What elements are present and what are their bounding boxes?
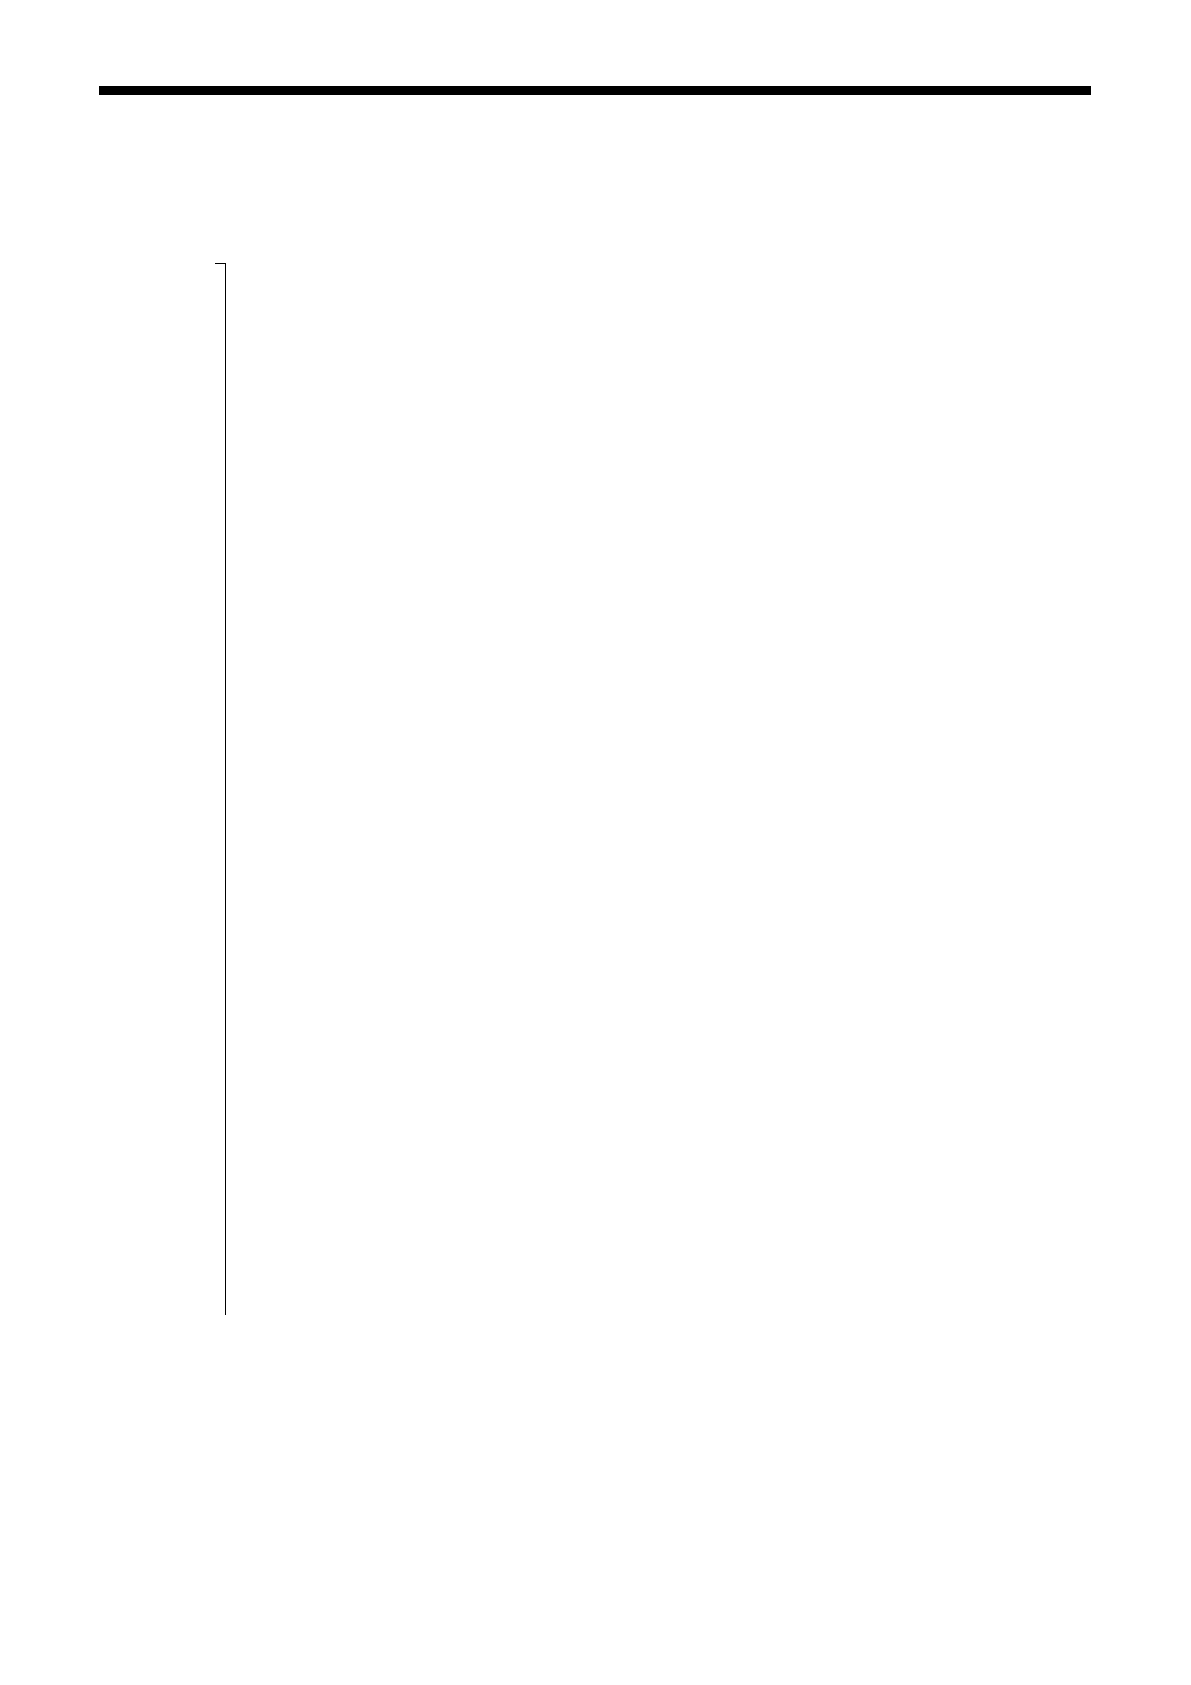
tree-vertical-line bbox=[225, 263, 226, 1315]
top-rule bbox=[99, 86, 1091, 95]
